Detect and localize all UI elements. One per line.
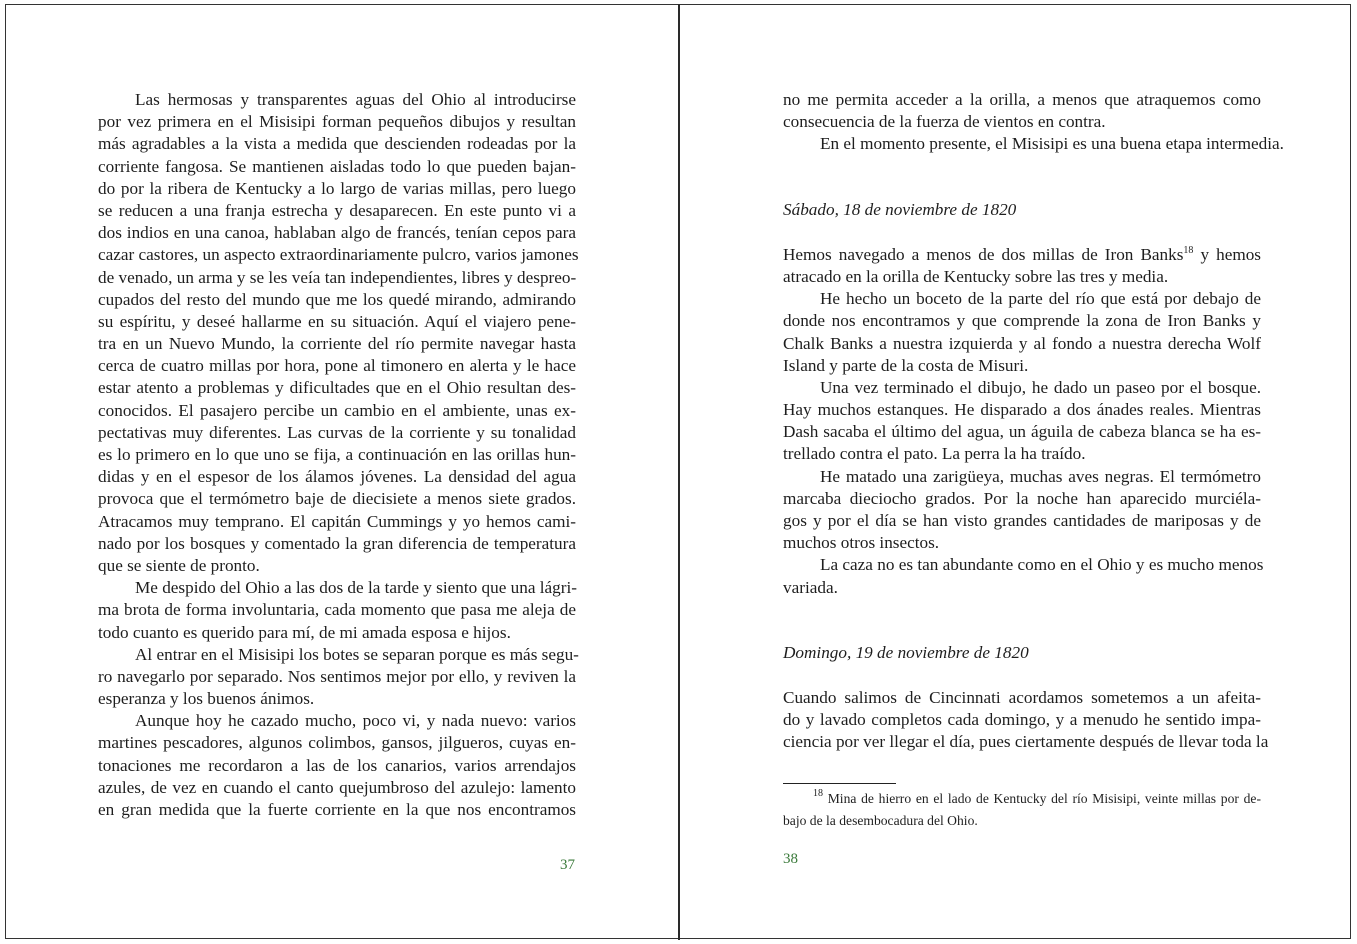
paragraph: [783, 133, 1284, 155]
text-line: provoca que el termómetro baje de diecisiete a menos siete grados.: [98, 489, 576, 509]
text-line: trellado contra el pato. La perra la ha traído.: [783, 444, 1086, 464]
text-line: En el momento presente, el Misisipi es una buena etapa intermedia.: [820, 134, 1284, 154]
text-line: Hay muchos estanques. He disparado a dos ánades reales. Mientras: [783, 400, 1261, 420]
text-line: donde nos encontramos y que comprende la zona de Iron Banks y: [783, 311, 1261, 331]
text-line: Dash sacaba el último del agua, un águila de cabeza blanca se ha es-: [783, 422, 1261, 442]
paragraph: [98, 710, 576, 821]
text-line: Una vez terminado el dibujo, he dado un paseo por el bosque.: [820, 377, 1261, 397]
text-line: atracado en la orilla de Kentucky sobre las tres y media.: [783, 266, 1169, 286]
text-line: Chalk Banks a nuestra izquierda y al fondo a nuestra derecha Wolf: [783, 333, 1261, 353]
text-line: cupados del resto del mundo que me los quedé mirando, admirando: [98, 289, 576, 309]
text-line: es lo primero en lo que uno se fija, a continuación en las orillas hun-: [98, 445, 576, 464]
date-heading: Domingo, 19 de noviembre de 1820: [783, 642, 1029, 662]
text-line: ma brota de forma involuntaria, cada momento que pasa me aleja de: [98, 600, 576, 620]
text-line: esperanza y los buenos ánimos.: [98, 689, 315, 709]
text-line: azules, de vez en cuando el canto quejumbroso del azulejo: lamento: [98, 777, 576, 797]
text-line: dos indios en una canoa, hablaban algo de francés, tenían cepos para: [98, 223, 576, 243]
page-number-left: 37: [560, 857, 575, 873]
paragraph: [783, 466, 1261, 555]
text-segment: y hemos: [1193, 244, 1261, 264]
paragraph: [783, 687, 1269, 754]
text-line: por vez primera en el Misisipi forman pequeños dibujos y resultan: [98, 112, 576, 132]
text-line: La caza no es tan abundante como en el Ohio y es mucho menos: [820, 555, 1264, 575]
footnote: [783, 790, 1261, 834]
text-line: do y lavado completos cada domingo, y a menudo he sentido impa-: [783, 710, 1261, 730]
text-line: corriente fangosa. Se mantienen aisladas todo lo que pueden bajan-: [98, 156, 576, 176]
text-line: cazar castores, un aspecto extraordinariamente pulcro, varios jamones: [98, 245, 579, 265]
text-line: Me despido del Ohio a las dos de la tarde y siento que una lágri-: [135, 578, 577, 598]
text-line: no me permita acceder a la orilla, a menos que atraquemos como: [783, 90, 1261, 109]
paragraph: [783, 554, 1264, 598]
text-line: Aunque hoy he cazado mucho, poco vi, y nada nuevo: varios: [135, 711, 576, 731]
text-line: todo cuanto es querido para mí, de mi amada esposa e hijos.: [98, 622, 511, 642]
text-line: He hecho un boceto de la parte del río que está por debajo de: [820, 289, 1261, 309]
text-segment: Hemos navegado a menos de dos millas de Iron Banks: [783, 244, 1184, 264]
text-line: variada.: [783, 577, 838, 597]
text-line: se reducen a una franja estrecha y desaparecen. En este punto vi a: [98, 200, 576, 220]
text-line: Al entrar en el Misisipi los botes se separan porque es más segu-: [135, 644, 579, 664]
text-line: muchos otros insectos.: [783, 533, 940, 553]
paragraph: [98, 577, 576, 644]
text-line: tra en un Nuevo Mundo, la corriente del río permite navegar hasta: [98, 334, 576, 354]
text-line: didas y en el espesor de los álamos jóvenes. La densidad del agua: [98, 467, 576, 487]
paragraph: [783, 377, 1261, 466]
text-line: ro navegarlo por separado. Nos sentimos mejor por ello, y reviven la: [98, 666, 576, 686]
text-line: estar atento a problemas y dificultades que en el Ohio resultan des-: [98, 378, 576, 398]
footnote-text: bajo de la desembocadura del Ohio.: [783, 813, 978, 829]
text-line: [783, 244, 1261, 266]
page-gutter-divider: [678, 4, 680, 940]
text-line: conocidos. El pasajero percibe un cambio en el ambiente, unas ex-: [98, 400, 576, 420]
text-line: en gran medida que la fuerte corriente en la que nos encontramos: [98, 800, 576, 819]
footnote-rule: [783, 783, 896, 784]
footnote-line: [783, 790, 1261, 812]
footnote-line: [783, 812, 1261, 834]
paragraph: [783, 288, 1261, 377]
text-line: Island y parte de la costa de Misuri.: [783, 355, 1029, 375]
text-line: martines pescadores, algunos colimbos, gansos, jilgueros, cuyas en-: [98, 733, 576, 753]
paragraph: [783, 89, 1261, 133]
date-heading: Sábado, 18 de noviembre de 1820: [783, 199, 1017, 219]
text-line: tonaciones me recordaron a las de los canarios, varios arrendajos: [98, 755, 576, 775]
left-page-body: [98, 89, 579, 821]
text-line: que se siente de pronto.: [98, 555, 260, 575]
text-line: Las hermosas y transparentes aguas del Ohio al introducirse: [135, 90, 576, 109]
footnote-reference: 18: [1183, 244, 1194, 256]
footnote-text: Mina de hierro en el lado de Kentucky del río Misisipi, veinte millas por de-: [827, 791, 1261, 806]
text-line: nado por los bosques y comentado la gran diferencia de temperatura: [98, 533, 576, 553]
text-line: pectativas muy diferentes. Las curvas de la corriente y su tonalidad: [98, 422, 576, 442]
text-line: consecuencia de la fuerza de vientos en contra.: [783, 112, 1106, 132]
text-line: do por la ribera de Kentucky a lo largo de varias millas, pero luego: [98, 178, 576, 198]
text-line: marcaba dieciocho grados. Por la noche han aparecido murciéla-: [783, 488, 1261, 508]
paragraph: [98, 89, 579, 577]
text-line: Cuando salimos de Cincinnati acordamos sometemos a un afeita-: [783, 687, 1261, 707]
text-line: gos y por el día se han visto grandes cantidades de mariposas y de: [783, 511, 1261, 530]
text-line: ciencia por ver llegar el día, pues ciertamente después de llevar toda la: [783, 732, 1269, 752]
footnote-marker: 18: [813, 788, 823, 799]
text-line: su espíritu, y deseé hallarme en su situación. Aquí el viajero pene-: [98, 311, 576, 331]
paragraph: [98, 644, 579, 711]
text-line: He matado una zarigüeya, muchas aves negras. El termómetro: [820, 466, 1261, 486]
paragraph: [783, 244, 1261, 288]
page-number-right: 38: [783, 851, 798, 867]
text-line: cerca de cuatro millas por hora, pone al timonero en alerta y le hace: [98, 356, 576, 376]
right-page-body: [783, 89, 1284, 754]
text-line: de venado, un arma y se les veía tan independientes, libres y despreo-: [98, 267, 577, 287]
text-line: más agradables a la vista a medida que descienden rodeadas por la: [98, 134, 576, 154]
text-line: Atracamos muy temprano. El capitán Cummings y yo hemos cami-: [98, 511, 576, 531]
